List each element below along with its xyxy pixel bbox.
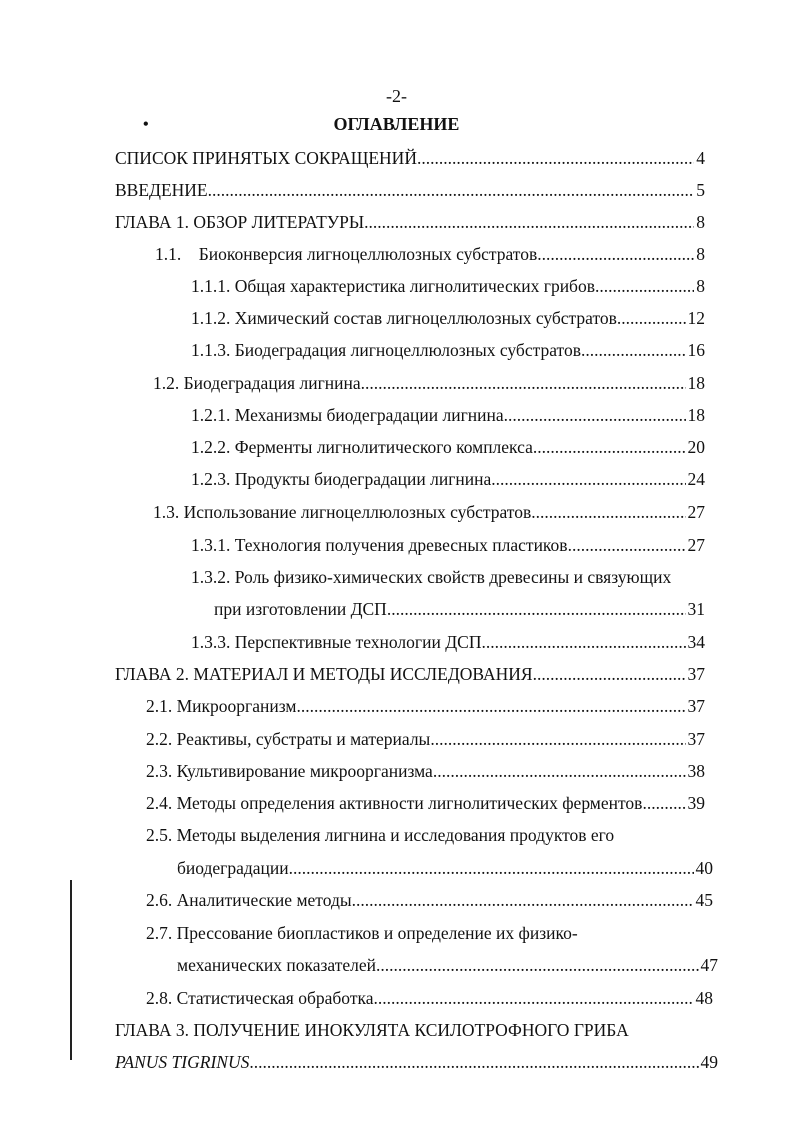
- toc-entry: механических показателей 47 .....: [177, 953, 718, 977]
- toc-entry: биодеградации 40 .....: [177, 856, 713, 880]
- toc-entry: 1.2. Биодеградация лигнина 18 .....: [153, 371, 705, 395]
- toc-entry: 1.3. Использование лигноцеллюлозных субстратов 27 .....: [153, 500, 705, 524]
- toc-entry: 1.1.2. Химический состав лигноцеллюлозных субстратов 12 .....: [191, 306, 705, 330]
- toc-entry: 2.3. Культивирование микроорганизма 38 .....: [146, 759, 705, 783]
- toc-entry: ГЛАВА 1. ОБЗОР ЛИТЕРАТУРЫ 8 .....: [115, 210, 705, 234]
- toc-entry: ВВЕДЕНИЕ 5 .....: [115, 178, 705, 202]
- page-title: ОГЛАВЛЕНИЕ: [333, 114, 460, 134]
- toc-entry: 2.2. Реактивы, субстраты и материалы 37 .....: [146, 727, 705, 751]
- toc-entry: 2.8. Статистическая обработка 48 .....: [146, 986, 713, 1010]
- scan-margin-line: [70, 880, 72, 1060]
- toc-entry-line: ГЛАВА 3. ПОЛУЧЕНИЕ ИНОКУЛЯТА КСИЛОТРОФНОГО ГРИБА: [115, 1020, 629, 1040]
- toc-entry: 1.2.1. Механизмы биодеградации лигнина 18 .....: [191, 403, 705, 427]
- toc-entry-line: 2.7. Прессование биопластиков и определение их физико-: [146, 923, 578, 943]
- toc-entry: ГЛАВА 2. МАТЕРИАЛ И МЕТОДЫ ИССЛЕДОВАНИЯ 37 .....: [115, 662, 705, 686]
- toc-entry: 2.4. Методы определения активности лигнолитических ферментов 39 .....: [146, 791, 705, 815]
- toc-entry: 1.1.1. Общая характеристика лигнолитических грибов 8 .....: [191, 274, 705, 298]
- toc-entry: 2.6. Аналитические методы 45 .....: [146, 888, 713, 912]
- toc-entry: СПИСОК ПРИНЯТЫХ СОКРАЩЕНИЙ 4 .....: [115, 146, 705, 170]
- toc-entry: 2.1. Микроорганизм 37 .....: [146, 694, 705, 718]
- toc-entry: 1.2.3. Продукты биодеградации лигнина 24 .....: [191, 467, 705, 491]
- toc-entry-line: 1.3.2. Роль физико-химических свойств древесины и связующих: [191, 567, 672, 587]
- toc-entry: PANUS TIGRINUS 49 .....: [115, 1050, 718, 1074]
- toc-entry: 1.3.3. Перспективные технологии ДСП 34 .....: [191, 630, 705, 654]
- toc-entry: 1.1.3. Биодеградация лигноцеллюлозных субстратов 16 .....: [191, 338, 705, 362]
- toc-entry: 1.2.2. Ферменты лигнолитического комплекса 20 .....: [191, 435, 705, 459]
- toc-entry: 1.3.1. Технология получения древесных пластиков 27 .....: [191, 533, 705, 557]
- toc-entry: при изготовлении ДСП 31 .....: [214, 597, 705, 621]
- scan-mark: •: [143, 116, 149, 133]
- page-number: -2-: [386, 86, 407, 106]
- toc-entry: 1.1. Биоконверсия лигноцеллюлозных субстратов 8 .....: [155, 242, 705, 266]
- toc-entry-line: 2.5. Методы выделения лигнина и исследования продуктов его: [146, 825, 615, 845]
